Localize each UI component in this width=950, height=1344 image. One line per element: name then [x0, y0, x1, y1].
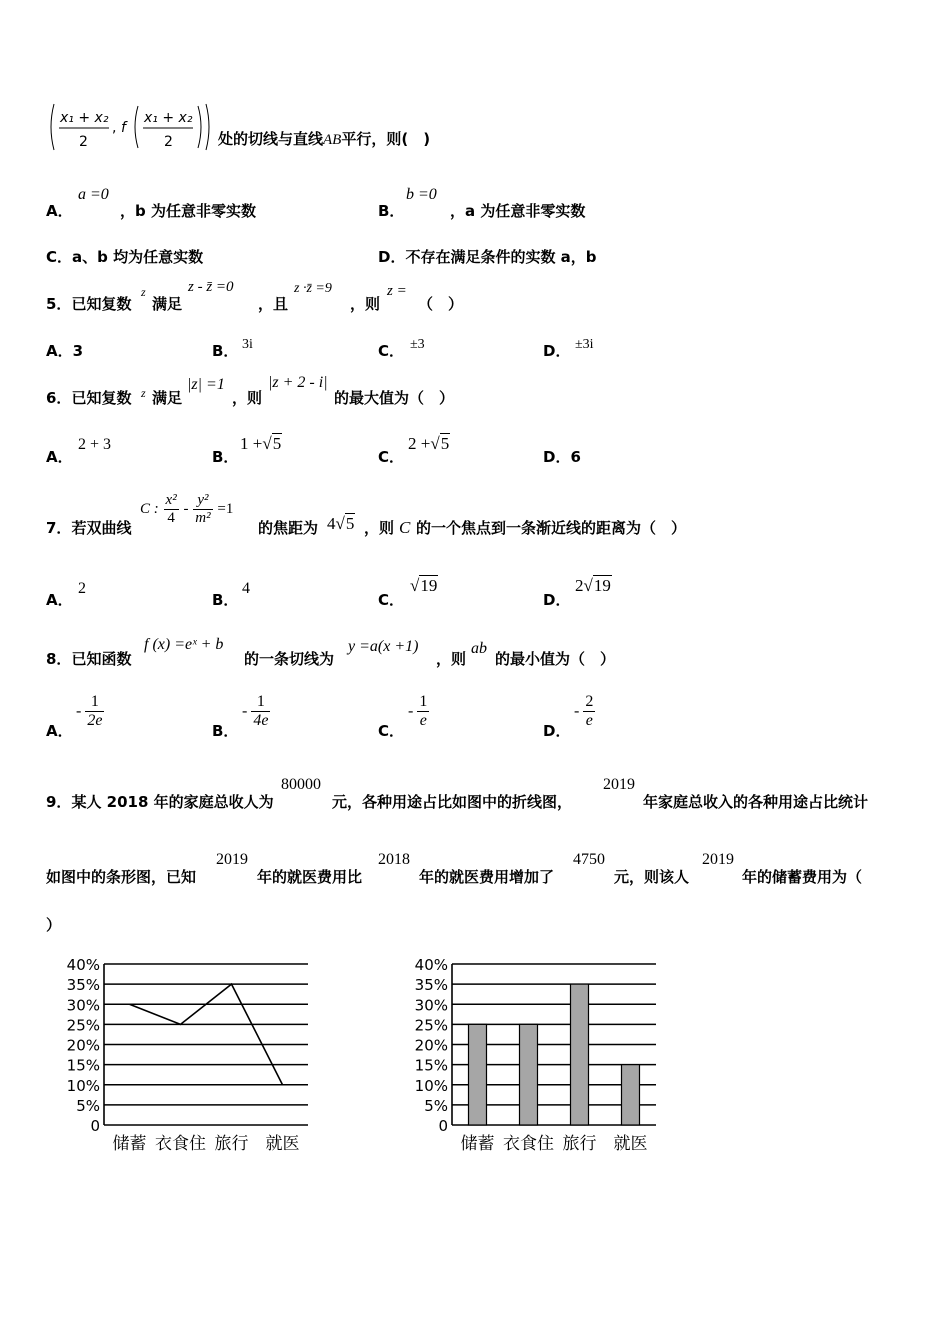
q9-line-2-e: 年的储蓄费用为（: [742, 868, 863, 886]
y-tick-label: 15%: [414, 1056, 448, 1075]
q8-option-a[interactable]: A．: [46, 722, 73, 740]
q5-option-d[interactable]: D．: [543, 342, 571, 360]
q6-option-b-value: 1 +√5: [240, 434, 282, 453]
q8-option-c[interactable]: C．: [378, 722, 405, 740]
q6-option-d[interactable]: D．6: [543, 448, 581, 466]
y-tick-label: 25%: [414, 1016, 448, 1035]
q9-income: 80000: [281, 776, 321, 793]
q9-increase: 4750: [573, 851, 605, 868]
x-category-label: 旅行: [214, 1134, 249, 1154]
q6-z: z: [141, 386, 146, 400]
y-tick-label: 5%: [76, 1096, 100, 1115]
q8-text-3: ，则: [436, 650, 467, 668]
line-point: [231, 983, 233, 985]
q7-hyperbola-equation: C : $\frac{\text{x²}}{4}$ - $\frac{\text{y²}}{\text{m²}}$ =1: [140, 492, 234, 526]
q8-text-2: 的一条切线为: [244, 650, 335, 668]
q9-line-2-a: 如图中的条形图，已知: [46, 868, 197, 886]
q4-point-svg: [46, 100, 216, 154]
q4-tangent-point-formula: [46, 100, 216, 154]
q9-line-1-b: 元，各种用途占比如图中的折线图，: [332, 793, 573, 811]
y-tick-label: 0: [90, 1117, 100, 1135]
q7-fraction-y: $\frac{\text{y²}}{\text{m²}}$: [195, 492, 211, 526]
q5-text-3: ，且: [258, 295, 289, 313]
y-tick-label: 30%: [66, 996, 100, 1015]
q7-option-c-value: √19: [410, 576, 438, 595]
svg-text:,: ,: [112, 120, 117, 136]
q9-year-2: 2019: [216, 851, 248, 868]
x-category-label: 旅行: [562, 1134, 597, 1154]
bar: [571, 984, 589, 1125]
svg-text:x₁ + x₂: x₁ + x₂: [60, 110, 109, 126]
y-tick-label: 5%: [424, 1096, 448, 1115]
q6-stem: 6．已知复数: [46, 389, 132, 407]
q4-option-a[interactable]: A．: [46, 202, 73, 220]
q4-option-d[interactable]: D．不存在满足条件的实数 a，b: [378, 248, 597, 266]
y-tick-label: 30%: [414, 996, 448, 1015]
q7-option-a-value: 2: [78, 580, 86, 597]
bar-chart-2019: [398, 952, 668, 1162]
q4-option-c[interactable]: C．a、b 均为任意实数: [46, 248, 204, 266]
q9-line-2-c: 年的就医费用增加了: [419, 868, 555, 886]
y-tick-label: 40%: [414, 956, 448, 974]
q8-option-d-value: - $\frac{2}{e}$: [574, 693, 594, 729]
q7-text-2: 的焦距为: [258, 519, 319, 537]
q6-expression: |z + 2 - i|: [268, 374, 328, 391]
q9-line-2-d: 元，则该人: [614, 868, 690, 886]
q8-option-d[interactable]: D．: [543, 722, 571, 740]
x-category-label: 储蓄: [112, 1134, 147, 1154]
y-tick-label: 35%: [414, 976, 448, 995]
q6-option-c[interactable]: C．: [378, 448, 405, 466]
q7-option-d[interactable]: D．: [543, 591, 571, 609]
y-tick-label: 20%: [66, 1036, 100, 1055]
q8-function: f (x) =eˣ + b: [144, 636, 224, 653]
q8-option-b-value: - $\frac{1}{4e}$: [242, 693, 269, 729]
y-tick-label: 35%: [66, 976, 100, 995]
q5-option-c-value: ±3: [410, 337, 425, 352]
q6-option-a-value: 2 + 3: [78, 436, 112, 453]
q5-z: z: [141, 285, 146, 299]
q5-text-4: ，则: [350, 295, 381, 313]
q6-option-c-value: 2 +√5: [408, 434, 450, 453]
q7-option-b[interactable]: B．: [212, 591, 239, 609]
line-point: [180, 1024, 182, 1026]
q5-option-d-value: ±3i: [575, 337, 594, 352]
q7-option-a[interactable]: A．: [46, 591, 73, 609]
q6-option-a[interactable]: A．: [46, 448, 73, 466]
q8-option-b[interactable]: B．: [212, 722, 239, 740]
q5-option-c[interactable]: C．: [378, 342, 405, 360]
y-tick-label: 15%: [66, 1056, 100, 1075]
q5-option-a[interactable]: A．3: [46, 342, 84, 360]
y-tick-label: 0: [438, 1117, 448, 1135]
bar: [520, 1024, 538, 1125]
line-point: [129, 1003, 131, 1005]
svg-text:2: 2: [164, 134, 173, 150]
q4-option-b-text: ，a 为任意非零实数: [450, 202, 586, 220]
y-tick-label: 20%: [414, 1036, 448, 1055]
q8-text-4: 的最小值为（ ）: [495, 650, 616, 668]
q7-option-c[interactable]: C．: [378, 591, 405, 609]
y-tick-label: 25%: [66, 1016, 100, 1035]
q9-line-1-a: 9．某人 2018 年的家庭总收人为: [46, 793, 274, 811]
q5-option-b-value: 3i: [242, 337, 253, 352]
svg-text:x₁ + x₂: x₁ + x₂: [144, 110, 193, 126]
q8-ab: ab: [471, 640, 487, 657]
q7-fraction-x: $\frac{\text{x²}}{4}$: [165, 492, 177, 526]
q6-text-4: 的最大值为（ ）: [334, 389, 455, 407]
y-tick-label: 40%: [66, 956, 100, 974]
line-chart-2018: [50, 952, 320, 1162]
q5-text-5: （ ）: [418, 295, 464, 313]
q6-option-b[interactable]: B．: [212, 448, 239, 466]
q8-option-a-value: - $\frac{1}{2e}$: [76, 693, 103, 729]
q8-option-c-value: - $\frac{1}{e}$: [408, 693, 428, 729]
svg-text:f: f: [121, 120, 126, 136]
line-point: [282, 1084, 284, 1086]
x-category-label: 储蓄: [460, 1134, 495, 1154]
q5-condition-2: z ·z̄ =9: [294, 281, 332, 296]
q4-option-b-math: b =0: [406, 186, 437, 203]
q5-text-2: 满足: [152, 295, 183, 313]
bar: [469, 1024, 487, 1125]
q6-condition: |z| =1: [187, 376, 225, 393]
x-category-label: 就医: [265, 1134, 300, 1154]
q5-stem: 5．已知复数: [46, 295, 132, 313]
q7-focal-length: 4√5: [327, 514, 355, 533]
q9-year-4: 2019: [702, 851, 734, 868]
q7-option-b-value: 4: [242, 580, 250, 597]
bar: [622, 1065, 640, 1125]
q6-text-3: ，则: [232, 389, 263, 407]
q7-text-3: ，则: [364, 519, 395, 537]
q4-option-a-math: a =0: [78, 186, 109, 203]
q4-option-a-text: ，b 为任意非零实数: [120, 202, 256, 220]
q8-tangent-line: y =a(x +1): [348, 638, 419, 655]
x-category-label: 衣食住: [155, 1134, 206, 1154]
q7-text-4: 的一个焦点到一条渐近线的距离为（ ）: [416, 519, 687, 537]
line-series: [130, 984, 283, 1085]
x-category-label: 就医: [613, 1134, 648, 1154]
q5-condition-1: z - z̄ =0: [188, 279, 234, 295]
q5-option-b[interactable]: B．: [212, 342, 239, 360]
q9-line-2-b: 年的就医费用比: [257, 868, 363, 886]
q9-year-1: 2019: [603, 776, 635, 793]
q6-text-2: 满足: [152, 389, 183, 407]
q5-ask: z =: [387, 283, 407, 299]
y-tick-label: 10%: [66, 1076, 100, 1095]
q4-tail-text: 处的切线与直线AB平行，则( ): [218, 130, 431, 148]
q7-option-d-value: 2√19: [575, 576, 611, 595]
q4-option-b[interactable]: B．: [378, 202, 405, 220]
q9-year-3: 2018: [378, 851, 410, 868]
q7-c: C: [399, 518, 411, 537]
x-category-label: 衣食住: [503, 1134, 554, 1154]
y-tick-label: 10%: [414, 1076, 448, 1095]
q7-stem: 7．若双曲线: [46, 519, 132, 537]
q9-line-3: ）: [46, 916, 62, 934]
svg-text:2: 2: [79, 134, 88, 150]
q9-line-1-c: 年家庭总收入的各种用途占比统计: [643, 793, 869, 811]
q8-stem: 8．已知函数: [46, 650, 132, 668]
